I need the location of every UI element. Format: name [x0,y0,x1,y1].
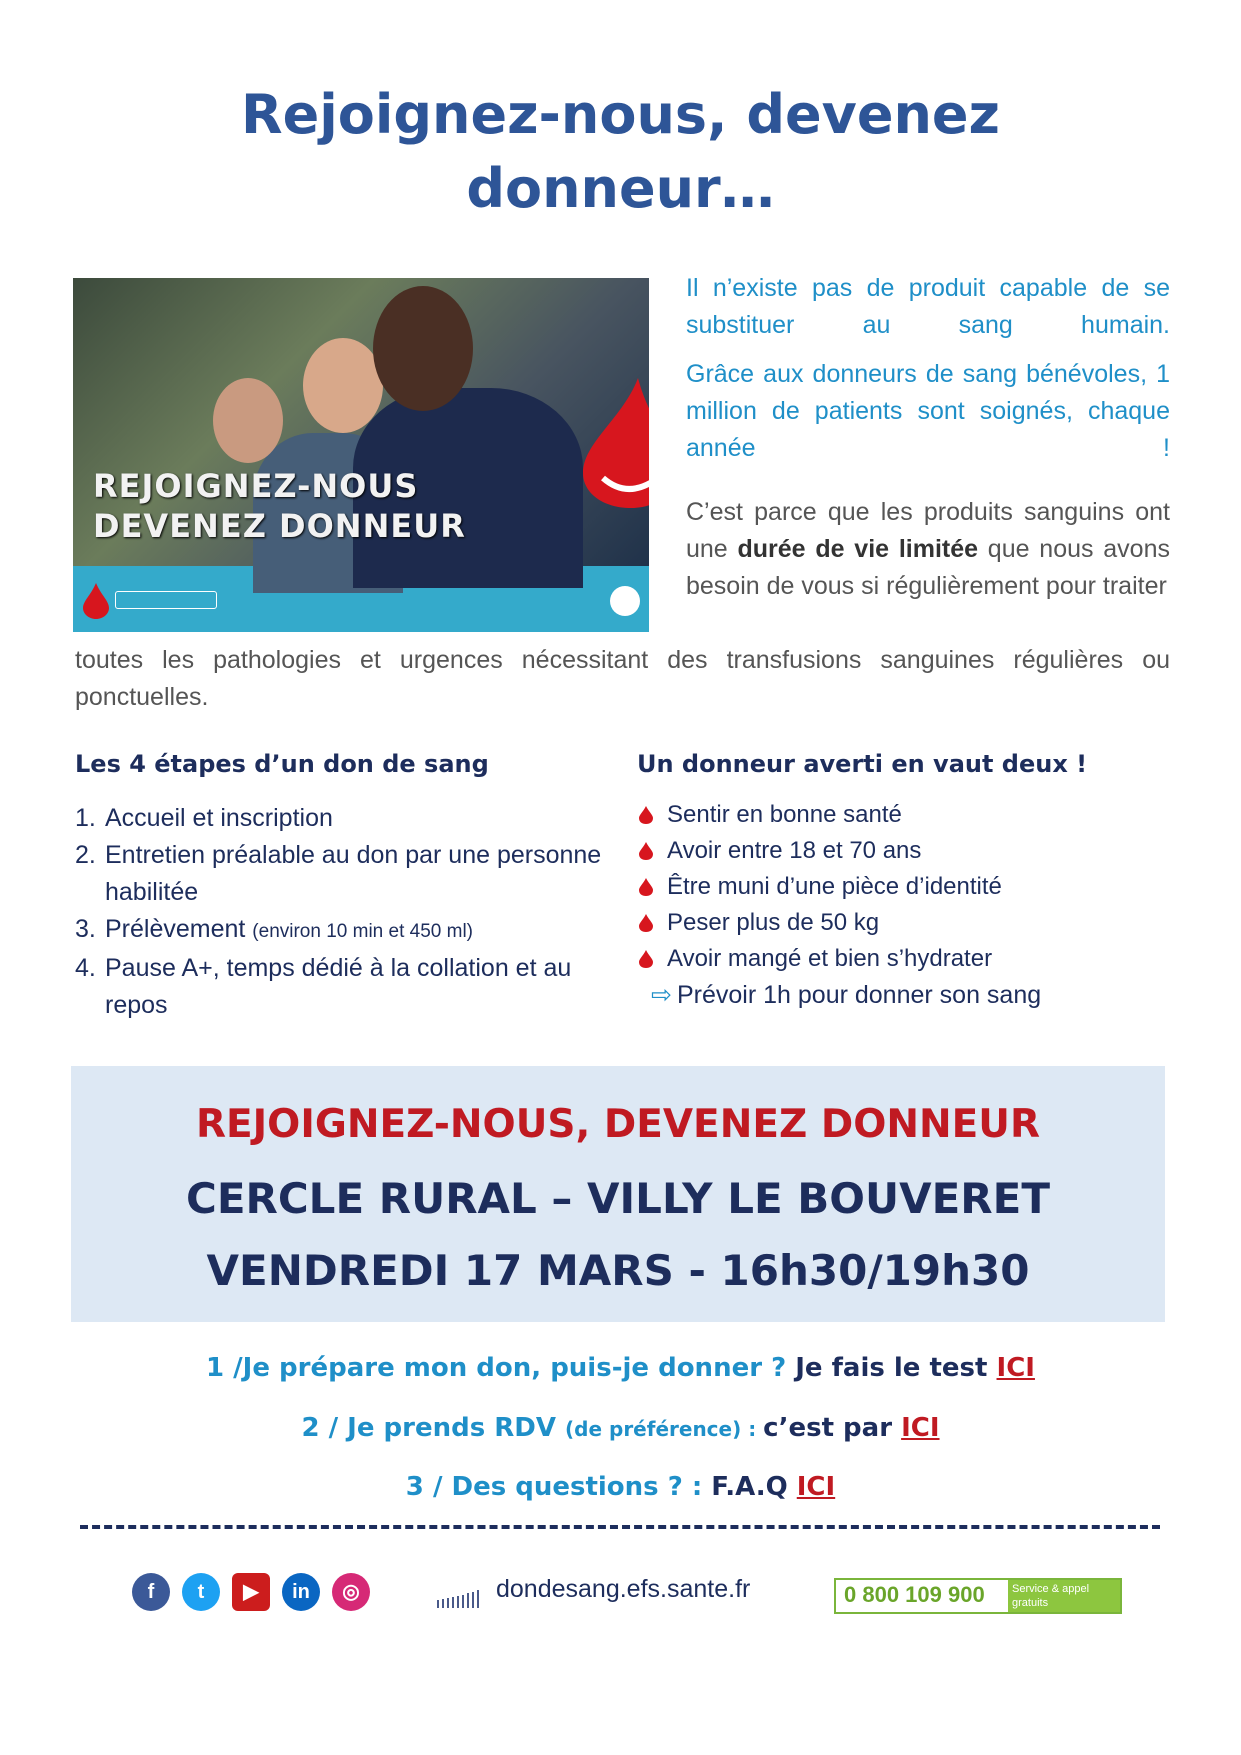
phone-tag: Service & appel gratuits [1008,1580,1120,1612]
page-title [0,78,1241,226]
steps-heading: Les 4 étapes d’un don de sang [75,750,489,778]
list-item [75,911,635,950]
tip-text: Avoir entre 18 et 70 ans [667,837,922,864]
blood-drop-icon [583,378,649,508]
link-question: 2 / Je prends RDV [301,1413,566,1443]
blood-drop-bullet-icon [639,914,653,932]
link-answer: Je fais le test [795,1353,997,1383]
tip-text: Être muni d’une pièce d’identité [667,873,1002,900]
step-number: 3. [75,915,96,943]
link-question: 1 /Je prépare mon don, puis-je donner ? [206,1353,796,1383]
dashed-divider [80,1525,1160,1529]
link-line-test [0,1353,1241,1383]
intro-text-1: C’est parce que les produits sanguins ont une [686,498,1170,563]
list-item [637,833,1177,869]
list-item [75,950,635,1024]
phone-number[interactable] [834,1578,1122,1614]
blue-paragraph-2: Grâce aux donneurs de sang bénévoles, 1 million de patients sont soignés, chaque année ! [686,360,1170,462]
hero-badge [115,591,217,609]
hero-image [73,278,649,632]
list-item [637,869,1177,905]
step-text: Prélèvement [105,915,253,943]
tip-text: Sentir en bonne santé [667,801,902,828]
link-line-rdv [0,1413,1241,1443]
step-number: 1. [75,804,96,832]
facebook-icon[interactable]: f [132,1573,170,1611]
efs-wave-icon [436,1588,484,1610]
youtube-icon[interactable]: ▶ [232,1573,270,1611]
step-number: 4. [75,954,96,982]
step-note: (environ 10 min et 450 ml) [252,921,474,942]
list-item [637,797,1177,833]
intro-text-2: que nous avons besoin de vous si régulièrement pour traiter [686,535,1170,600]
rdv-link[interactable]: ICI [901,1413,940,1443]
tips-list [637,797,1177,977]
intro-bold: durée de vie limitée [737,535,979,563]
arrow-note-text: Prévoir 1h pour donner son sang [677,981,1042,1009]
title-line-1: Rejoignez-nous, devenez [241,83,1000,146]
phone-number-text: 0 800 109 900 [844,1582,985,1607]
step-text: Pause A+, temps dédié à la collation et au repos [105,954,572,1019]
blood-drop-bullet-icon [639,950,653,968]
event-date: VENDREDI 17 MARS - 16h30/19h30 [206,1246,1030,1295]
blue-paragraph-1: Il n’existe pas de produit capable de se substituer au sang humain. [686,274,1170,339]
faq-link[interactable]: ICI [796,1472,836,1502]
test-link[interactable]: ICI [996,1353,1035,1383]
list-item [637,941,1177,977]
small-drop-icon [83,583,109,619]
step-text: Entretien préalable au don par une personne habilitée [105,841,602,906]
step-number: 2. [75,841,96,869]
event-headline: REJOIGNEZ-NOUS, DEVENEZ DONNEUR [196,1102,1040,1147]
blood-drop-bullet-icon [639,878,653,896]
tip-text: Peser plus de 50 kg [667,909,880,936]
link-answer: F.A.Q [711,1472,797,1502]
title-line-2: donneur… [466,157,775,220]
arrow-right-icon: ⇨ [651,981,672,1009]
hero-caption [93,466,466,546]
event-location: CERCLE RURAL – VILLY LE BOUVERET [186,1174,1050,1223]
hero-caption-line-2: DEVENEZ DONNEUR [93,507,466,545]
list-item [75,800,635,837]
twitter-icon[interactable]: t [182,1573,220,1611]
steps-list [75,800,635,1024]
link-answer: c’est par [763,1413,902,1443]
blood-drop-bullet-icon [639,842,653,860]
intro-paragraph [686,494,1170,605]
intro-paragraph-continued: toutes les pathologies et urgences nécessitant des transfusions sanguines régulières ou ponctuelles. [75,646,1170,711]
step-text: Accueil et inscription [105,804,333,832]
link-line-faq [0,1472,1241,1502]
hero-caption-line-1: REJOIGNEZ-NOUS [93,467,419,505]
link-question: 3 / Des questions ? : [405,1472,712,1502]
linkedin-icon[interactable]: in [282,1573,320,1611]
efs-logo [610,586,640,616]
blood-drop-bullet-icon [639,806,653,824]
link-note: (de préférence) : [565,1417,764,1441]
list-item [75,837,635,911]
arrow-note [651,980,1041,1010]
instagram-icon[interactable]: ◎ [332,1573,370,1611]
list-item [637,905,1177,941]
tips-heading: Un donneur averti en vaut deux ! [637,750,1088,778]
website-link[interactable]: dondesang.efs.sante.fr [496,1575,751,1603]
tip-text: Avoir mangé et bien s’hydrater [667,945,993,972]
event-box [71,1066,1165,1322]
